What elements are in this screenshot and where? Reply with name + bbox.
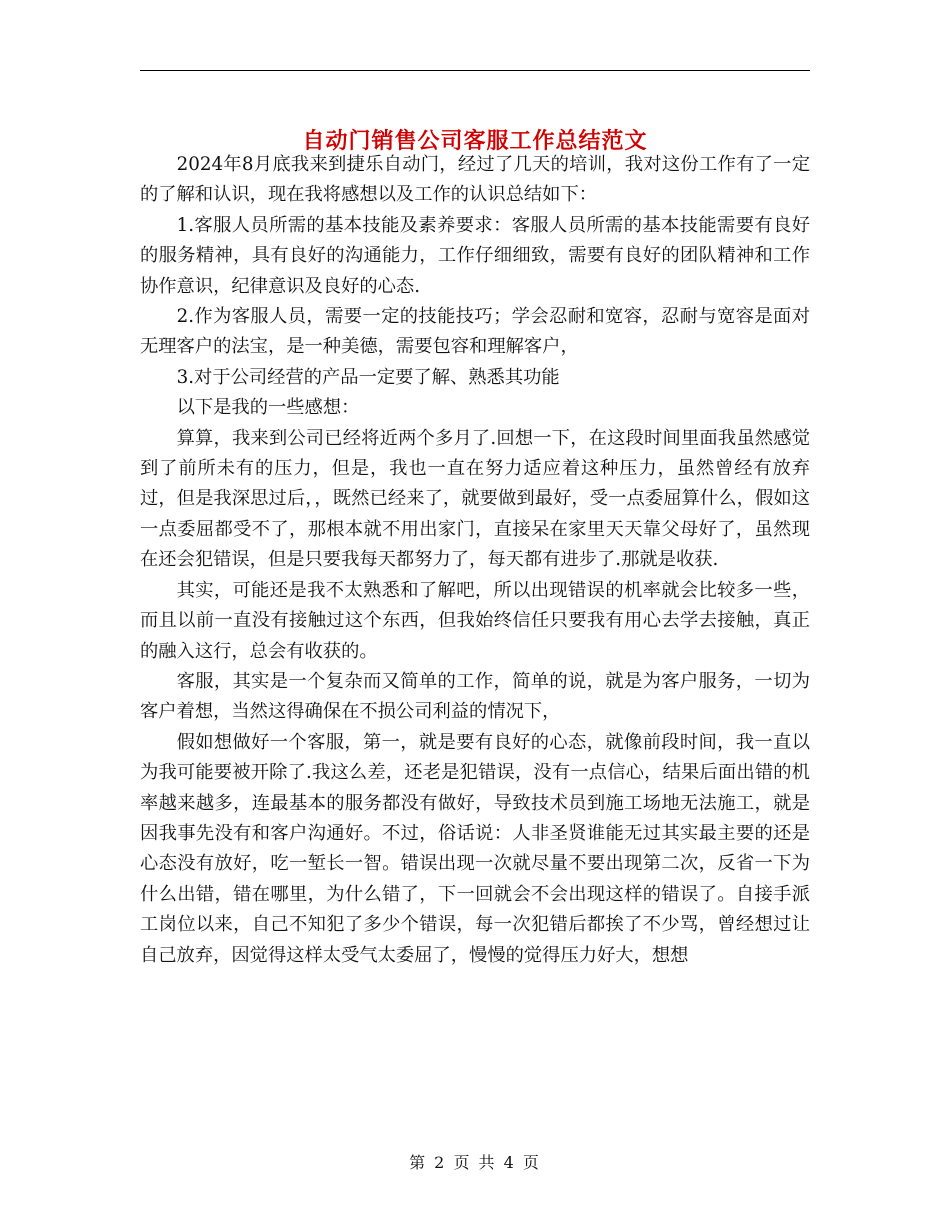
- document-body: [140, 150, 810, 971]
- paragraph-thoughts-heading: 以下是我的一些感想：: [176, 397, 360, 419]
- paragraph-point-3: 3.对于公司经营的产品一定要了解、熟悉其功能: [176, 366, 560, 388]
- page-number: 第 2 页 共 4 页: [409, 1153, 541, 1172]
- paragraph-intro: 2024年8月底我来到捷乐自动门，经过了几天的培训，我对这份工作有了一定的了解和认识，现在我将感想以及工作的认识总结如下：: [140, 154, 810, 206]
- document-title: 自动门销售公司客服工作总结范文: [302, 127, 648, 154]
- paragraph-learning: 其实，可能还是我不太熟悉和了解吧，所以出现错误的机率就会比较多一些，而且以前一直没有接触过这个东西，但我始终信任只要我有用心去学去接触，真正的融入这行，总会有收获的。: [140, 579, 810, 662]
- paragraph-mindset: 假如想做好一个客服，第一，就是要有良好的心态，就像前段时间，我一直以为我可能要被开除了.我这么差，还老是犯错误，没有一点信心，结果后面出错的机率越来越多，连最基本的服务都没有做好，导致技术员到施工场地无法施工，就是因我事先没有和客户沟通好。不过，俗话说：人非圣贤谁能无过其实最主要的还是心态没有放好，吃一堑长一智。错误出现一次就尽量不要出现第二次，反省一下为什么出错，错在哪里，为什么错了，下一回就会不会出现这样的错误了。自接手派工岗位以来，自己不知犯了多少个错误，每一次犯错后都挨了不少骂，曾经想过让自己放弃，因觉得这样太受气太委屈了，慢慢的觉得压力好大，想想: [140, 731, 810, 966]
- header-rule: [140, 70, 810, 71]
- paragraph-service-definition: 客服，其实是一个复杂而又简单的工作，简单的说，就是为客户服务，一切为客户着想，当然这得确保在不损公司利益的情况下，: [140, 670, 810, 723]
- paragraph-point-1: 1.客服人员所需的基本技能及素养要求：客服人员所需的基本技能需要有良好的服务精神，具有良好的沟通能力，工作仔细细致，需要有良好的团队精神和工作协作意识，纪律意识及良好的心态.: [140, 214, 810, 297]
- paragraph-point-2: 2.作为客服人员，需要一定的技能技巧；学会忍耐和宽容，忍耐与宽容是面对无理客户的法宝，是一种美德，需要包容和理解客户，: [140, 306, 810, 358]
- paragraph-reflection: 算算，我来到公司已经将近两个多月了.回想一下，在这段时间里面我虽然感觉到了前所未有的压力，但是，我也一直在努力适应着这种压力，虽然曾经有放弃过，但是我深思过后，，既然已经来了，就要做到最好，受一点委屈算什么，假如这一点委屈都受不了，那根本就不用出家门，直接呆在家里天天靠父母好了，虽然现在还会犯错误，但是只要我每天都努力了，每天都有进步了.那就是收获.: [140, 427, 810, 571]
